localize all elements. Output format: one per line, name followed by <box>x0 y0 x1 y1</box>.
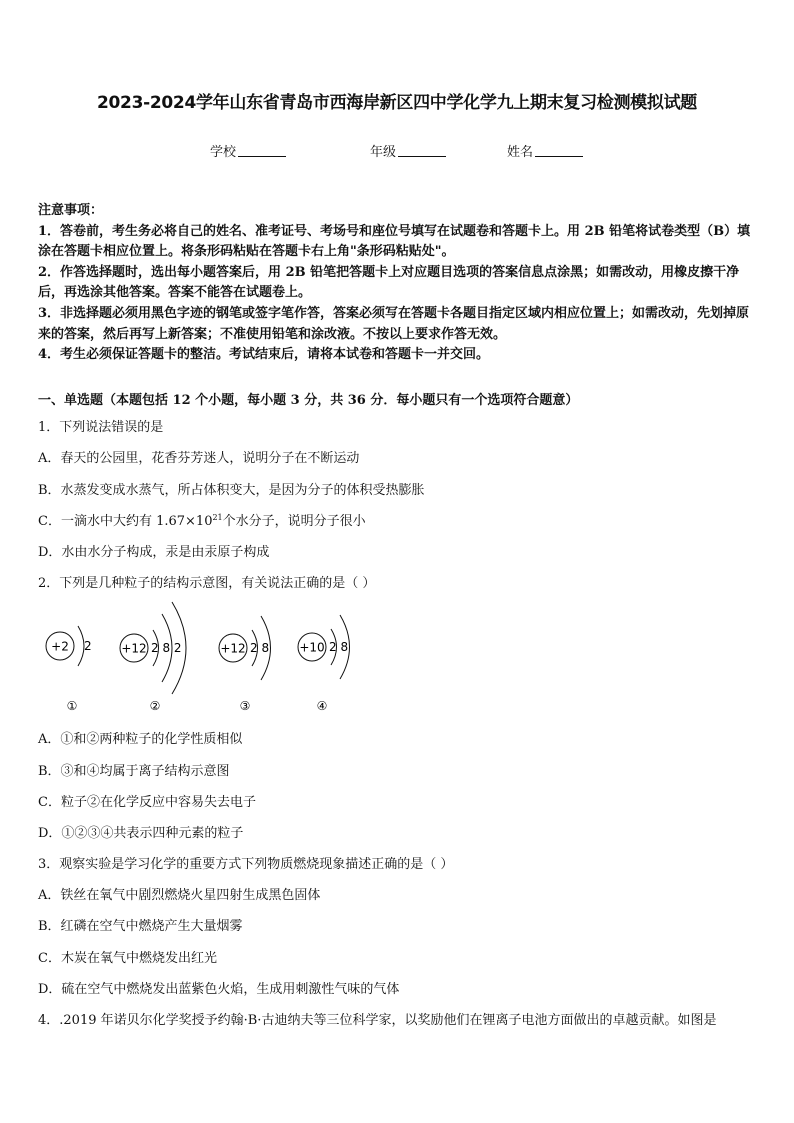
q1-option-c-post: 个水分子，说明分子很小 <box>222 514 366 529</box>
note-item: 4．考生必须保证答题卡的整洁。考试结束后，请将本试卷和答题卡一并交回。 <box>38 347 490 363</box>
q2-stem: 2．下列是几种粒子的结构示意图，有关说法正确的是（ ） <box>38 576 376 591</box>
q3-option-a: A．铁丝在氧气中剧烈燃烧火星四射生成黑色固体 <box>38 888 321 903</box>
q2-option-b: B．③和④均属于离子结构示意图 <box>38 764 230 779</box>
q1-option-c-pre: C．一滴水中大约有 1.67×10 <box>38 514 213 529</box>
nucleus-charge: +2 <box>51 639 69 654</box>
note-item: 1．答卷前，考生务必将自己的姓名、准考证号、考场号和座位号填写在试题卷和答题卡上。用 2B 铅笔将试卷类型（B）填涂在答题卡相应位置上。将条形码粘贴在答题卡右上角"条形码粘贴处"。 <box>38 223 751 260</box>
q2-option-d: D．①②③④共表示四种元素的粒子 <box>38 826 244 841</box>
name-label: 姓名 <box>507 145 534 160</box>
particle-label: ④ <box>316 699 328 713</box>
exam-notes <box>38 201 760 366</box>
particle-label: ② <box>149 699 161 713</box>
note-item: 2．作答选择题时，选出每小题答案后，用 2B 铅笔把答题卡上对应题目选项的答案信息点涂黑；如需改动，用橡皮擦干净后，再选涂其他答案。答案不能答在试题卷上。 <box>38 264 740 301</box>
shell-electrons: 2 <box>84 639 92 653</box>
q2-option-c: C．粒子②在化学反应中容易失去电子 <box>38 795 256 810</box>
particle-label: ③ <box>239 699 251 713</box>
page-title: 2023-2024学年山东省青岛市西海岸新区四中学化学九上期末复习检测模拟试题 <box>97 93 697 113</box>
q3-option-b: B．红磷在空气中燃烧产生大量烟雾 <box>38 919 243 934</box>
q4-stem: 4．.2019 年诺贝尔化学奖授予约翰·B·古迪纳夫等三位科学家，以奖励他们在锂离子电池方面做出的卓越贡献。如图是 <box>38 1013 717 1028</box>
shell-electrons: 2 8 <box>329 640 349 654</box>
particle-1 <box>46 626 92 713</box>
particle-label: ① <box>66 699 78 713</box>
nucleus-charge: +12 <box>121 641 147 656</box>
particle-3 <box>219 616 271 713</box>
grade-blank[interactable] <box>398 144 446 157</box>
q1-option-d: D．水由水分子构成，汞是由汞原子构成 <box>38 545 270 560</box>
q2-option-a: A．①和②两种粒子的化学性质相似 <box>38 732 243 747</box>
q1-option-a: A．春天的公园里，花香芬芳迷人，说明分子在不断运动 <box>38 451 360 466</box>
q1-option-c-exponent: 21 <box>212 513 223 522</box>
grade-field <box>370 141 446 160</box>
notes-heading: 注意事项： <box>38 203 104 218</box>
q3-option-c: C．木炭在氧气中燃烧发出红光 <box>38 951 217 966</box>
q1-option-c <box>38 510 366 529</box>
name-blank[interactable] <box>535 144 583 157</box>
atomic-structure-diagram <box>38 592 398 722</box>
school-blank[interactable] <box>238 144 286 157</box>
q3-option-d: D．硫在空气中燃烧发出蓝紫色火焰，生成用刺激性气味的气体 <box>38 982 400 997</box>
school-label: 学校 <box>210 145 237 160</box>
name-field <box>507 141 583 160</box>
q1-option-b: B．水蒸发变成水蒸气，所占体积变大，是因为分子的体积受热膨胀 <box>38 483 425 498</box>
q3-stem: 3．观察实验是学习化学的重要方式下列物质燃烧现象描述正确的是（ ） <box>38 857 454 872</box>
particle-4 <box>298 615 350 713</box>
nucleus-charge: +10 <box>299 640 325 655</box>
note-item: 3．非选择题必须用黑色字迹的钢笔或签字笔作答，答案必须写在答题卡各题目指定区域内相应位置上；如需改动，先划掉原来的答案，然后再写上新答案；不准使用铅笔和涂改液。不按以上要求作答无效。 <box>38 305 750 342</box>
school-field <box>210 141 286 160</box>
particle-2 <box>120 602 186 713</box>
grade-label: 年级 <box>370 145 397 160</box>
nucleus-charge: +12 <box>220 641 246 656</box>
section-heading: 一、单选题（本题包括 12 个小题，每小题 3 分，共 36 分．每小题只有一个选项符合题意） <box>38 393 579 408</box>
shell-electrons: 2 8 2 <box>151 641 182 655</box>
q1-stem: 1．下列说法错误的是 <box>38 420 164 435</box>
shell-electrons: 2 8 <box>250 641 270 655</box>
